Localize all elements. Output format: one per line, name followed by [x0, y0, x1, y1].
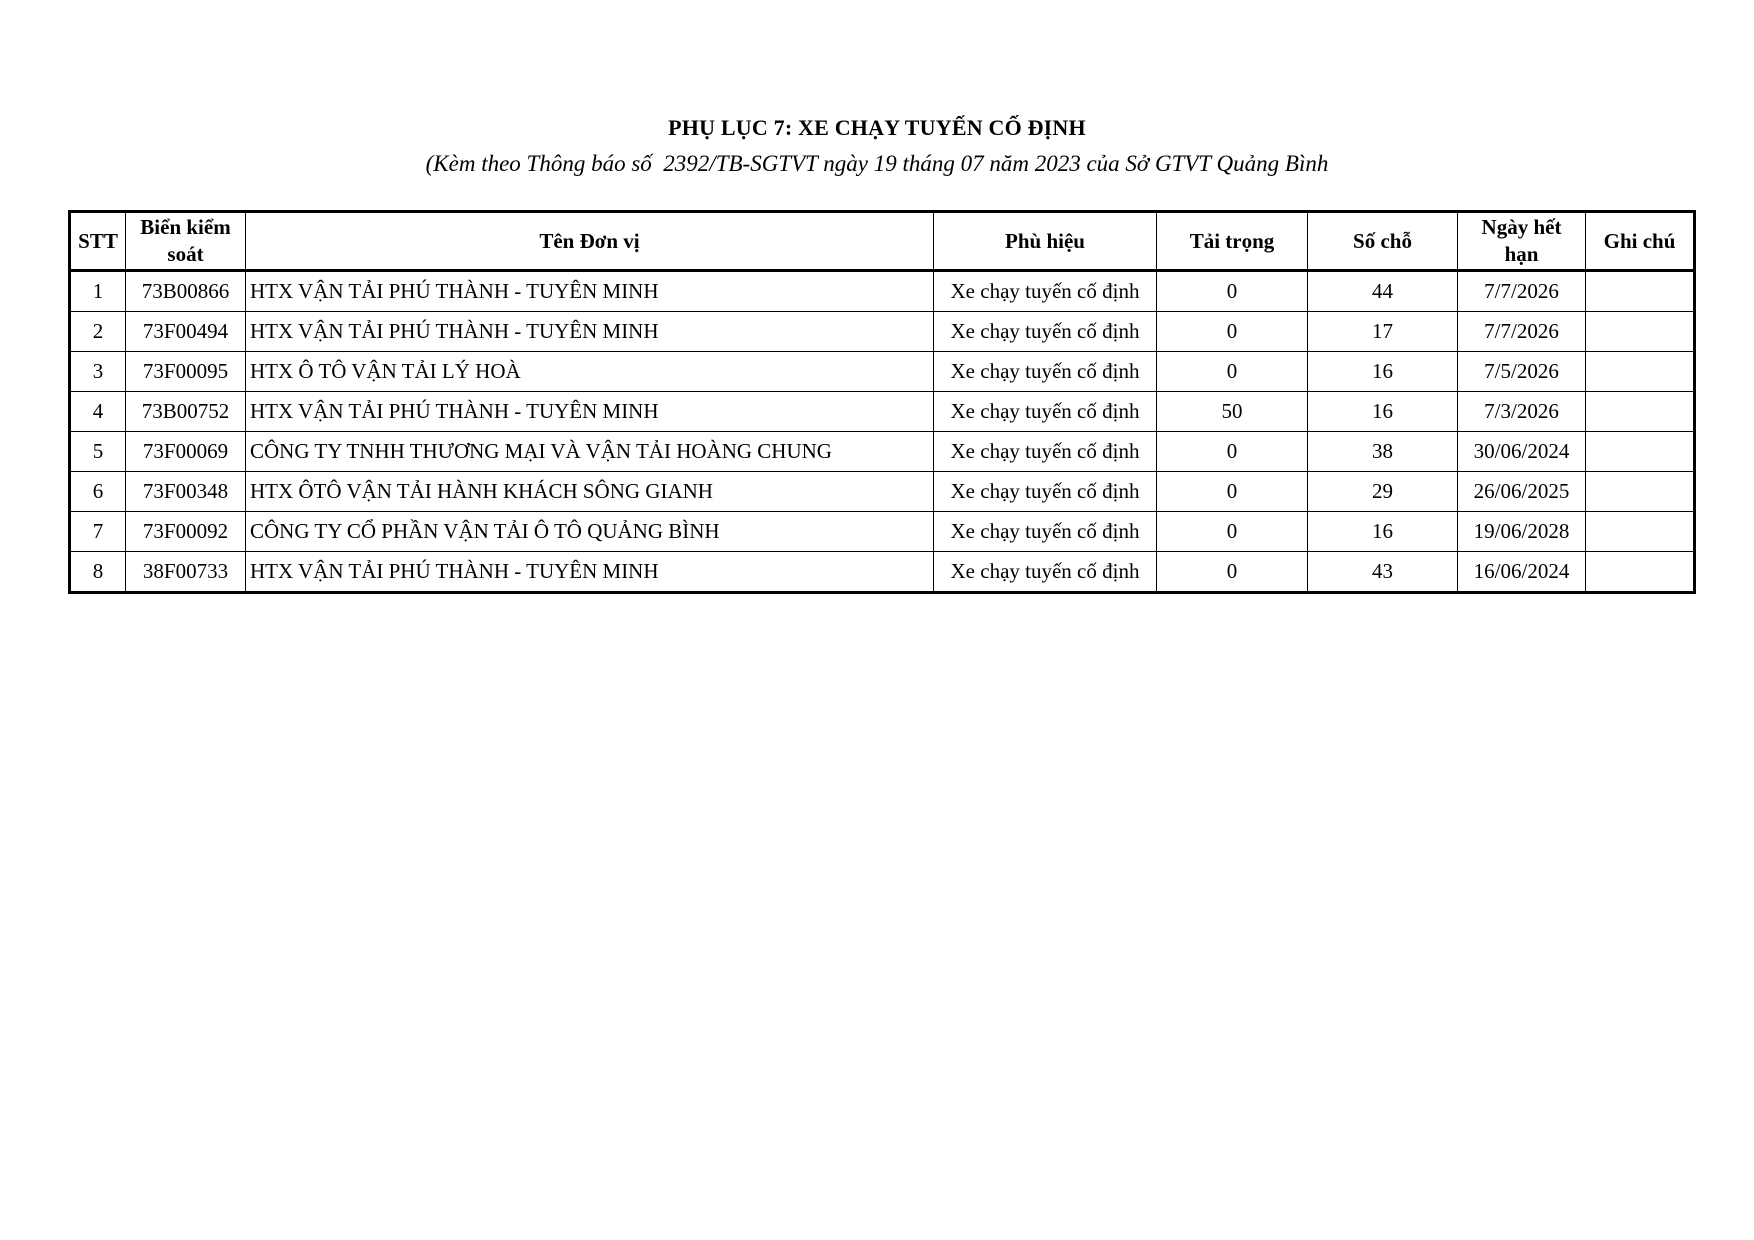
cell-seats: 38 [1308, 432, 1458, 472]
cell-load: 50 [1157, 392, 1308, 432]
cell-seats: 43 [1308, 552, 1458, 593]
table-row [70, 352, 1695, 392]
table-row [70, 432, 1695, 472]
cell-expiry: 19/06/2028 [1458, 512, 1586, 552]
cell-seats: 16 [1308, 392, 1458, 432]
table-row [70, 512, 1695, 552]
cell-badge: Xe chạy tuyến cố định [934, 432, 1157, 472]
cell-expiry: 26/06/2025 [1458, 472, 1586, 512]
cell-expiry: 7/5/2026 [1458, 352, 1586, 392]
cell-note [1586, 512, 1695, 552]
header-seats: Số chỗ [1308, 212, 1458, 271]
cell-stt: 7 [70, 512, 126, 552]
cell-load: 0 [1157, 472, 1308, 512]
cell-badge: Xe chạy tuyến cố định [934, 552, 1157, 593]
document-title: PHỤ LỤC 7: XE CHẠY TUYẾN CỐ ĐỊNH [668, 115, 1086, 140]
cell-badge: Xe chạy tuyến cố định [934, 312, 1157, 352]
cell-note [1586, 312, 1695, 352]
cell-seats: 16 [1308, 512, 1458, 552]
cell-unit: HTX VẬN TẢI PHÚ THÀNH - TUYÊN MINH [246, 552, 934, 593]
header-plate: Biển kiểm soát [126, 212, 246, 271]
table-row [70, 552, 1695, 593]
table-row [70, 472, 1695, 512]
header-load: Tải trọng [1157, 212, 1308, 271]
header-badge: Phù hiệu [934, 212, 1157, 271]
cell-seats: 16 [1308, 352, 1458, 392]
cell-seats: 29 [1308, 472, 1458, 512]
cell-plate: 73F00348 [126, 472, 246, 512]
cell-stt: 4 [70, 392, 126, 432]
cell-badge: Xe chạy tuyến cố định [934, 472, 1157, 512]
cell-badge: Xe chạy tuyến cố định [934, 271, 1157, 312]
cell-expiry: 30/06/2024 [1458, 432, 1586, 472]
cell-seats: 44 [1308, 271, 1458, 312]
cell-stt: 8 [70, 552, 126, 593]
cell-unit: CÔNG TY CỔ PHẦN VẬN TẢI Ô TÔ QUẢNG BÌNH [246, 512, 934, 552]
cell-load: 0 [1157, 552, 1308, 593]
cell-note [1586, 271, 1695, 312]
cell-unit: HTX ÔTÔ VẬN TẢI HÀNH KHÁCH SÔNG GIANH [246, 472, 934, 512]
cell-plate: 73F00095 [126, 352, 246, 392]
cell-expiry: 7/3/2026 [1458, 392, 1586, 432]
cell-unit: HTX VẬN TẢI PHÚ THÀNH - TUYÊN MINH [246, 392, 934, 432]
cell-note [1586, 352, 1695, 392]
cell-note [1586, 432, 1695, 472]
table-row [70, 312, 1695, 352]
cell-note [1586, 552, 1695, 593]
cell-plate: 73B00752 [126, 392, 246, 432]
table-row [70, 392, 1695, 432]
cell-unit: HTX VẬN TẢI PHÚ THÀNH - TUYÊN MINH [246, 312, 934, 352]
cell-expiry: 7/7/2026 [1458, 312, 1586, 352]
cell-expiry: 16/06/2024 [1458, 552, 1586, 593]
table-header-row [70, 212, 1695, 271]
cell-plate: 38F00733 [126, 552, 246, 593]
cell-load: 0 [1157, 432, 1308, 472]
cell-load: 0 [1157, 512, 1308, 552]
vehicle-table [68, 210, 1696, 594]
document-subtitle: (Kèm theo Thông báo số 2392/TB-SGTVT ngày 19 tháng 07 năm 2023 của Sở GTVT Quảng Bình [425, 151, 1329, 176]
cell-plate: 73F00092 [126, 512, 246, 552]
cell-plate: 73F00494 [126, 312, 246, 352]
cell-note [1586, 392, 1695, 432]
table-row [70, 271, 1695, 312]
header-unit: Tên Đơn vị [246, 212, 934, 271]
cell-stt: 3 [70, 352, 126, 392]
cell-seats: 17 [1308, 312, 1458, 352]
cell-load: 0 [1157, 312, 1308, 352]
cell-badge: Xe chạy tuyến cố định [934, 352, 1157, 392]
cell-stt: 5 [70, 432, 126, 472]
header-expiry: Ngày hết hạn [1458, 212, 1586, 271]
cell-note [1586, 472, 1695, 512]
cell-stt: 2 [70, 312, 126, 352]
cell-expiry: 7/7/2026 [1458, 271, 1586, 312]
cell-plate: 73F00069 [126, 432, 246, 472]
header-stt: STT [70, 212, 126, 271]
cell-badge: Xe chạy tuyến cố định [934, 392, 1157, 432]
cell-stt: 6 [70, 472, 126, 512]
cell-plate: 73B00866 [126, 271, 246, 312]
cell-unit: HTX VẬN TẢI PHÚ THÀNH - TUYÊN MINH [246, 271, 934, 312]
cell-stt: 1 [70, 271, 126, 312]
cell-unit: CÔNG TY TNHH THƯƠNG MẠI VÀ VẬN TẢI HOÀNG CHUNG [246, 432, 934, 472]
cell-badge: Xe chạy tuyến cố định [934, 512, 1157, 552]
cell-load: 0 [1157, 271, 1308, 312]
cell-unit: HTX Ô TÔ VẬN TẢI LÝ HOÀ [246, 352, 934, 392]
header-note: Ghi chú [1586, 212, 1695, 271]
cell-load: 0 [1157, 352, 1308, 392]
